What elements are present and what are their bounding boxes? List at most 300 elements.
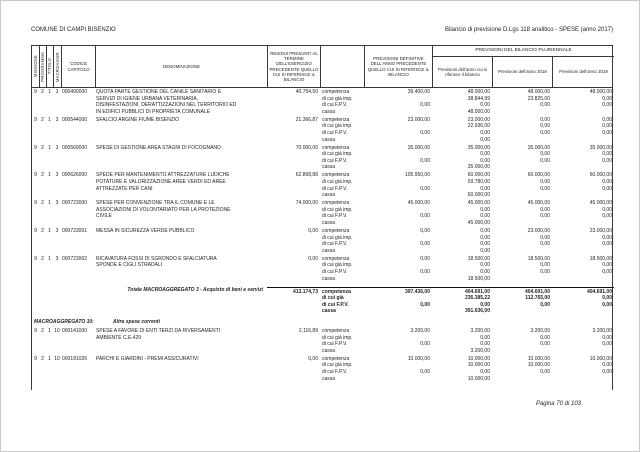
total-anno-di-cui-gia: 236.385,22 (464, 295, 490, 302)
label-cassa: cassa (322, 136, 336, 143)
prevdef-di-cui-gia-imp (364, 235, 430, 242)
a2019-competenza: 0,00 (602, 116, 612, 123)
cell-titolo: 1 (48, 255, 51, 262)
anno-competenza: 60.000,00 (467, 172, 490, 179)
prevdef-di-cui-gia-imp (364, 96, 430, 103)
table-row (32, 171, 612, 199)
anno-cassa: 35.000,00 (467, 164, 490, 171)
a2018-di-cui-fpv: 0,00 (540, 213, 550, 220)
cell-row-labels (320, 172, 364, 199)
a2019-competenza: 45.000,00 (589, 200, 612, 207)
a2018-di-cui-fpv: 0,00 (540, 185, 550, 192)
a2019-competenza: 18.500,00 (589, 255, 612, 262)
label-di-cui-gia-imp: di cui già imp. (322, 178, 353, 185)
a2018-di-cui-gia-imp: 0,00 (540, 123, 550, 130)
table-row (32, 327, 612, 355)
total-a2018-cassa (492, 308, 550, 315)
a2019-di-cui-fpv: 0,00 (602, 129, 612, 136)
label-di-cui-fpv: di cui F.P.V. (322, 213, 348, 220)
label-di-cui-fpv: di cui F.P.V. (322, 241, 348, 248)
cell-anno-2018 (492, 228, 552, 255)
cell-anno-2018 (492, 200, 552, 227)
anno-di-cui-fpv: 0,00 (480, 368, 490, 375)
cell-anno-2018 (492, 89, 552, 116)
label-di-cui-fpv: di cui F.P.V. (322, 368, 348, 375)
anno-di-cui-gia-imp: 0,00 (480, 262, 490, 269)
cell-denominazione: SPESE DI GESTIONE AREA STAGNI DI FOCOGNANO (96, 144, 221, 151)
residui-value: 70.000,00 (295, 144, 318, 151)
cell-missione: 9 (34, 227, 37, 234)
cell-anno-2018 (492, 356, 552, 383)
a2019-di-cui-fpv: 0,00 (602, 157, 612, 164)
anno-competenza: 3.200,00 (470, 327, 490, 334)
cell-macroaggregato: 3 (55, 172, 59, 179)
label-competenza: competenza (322, 327, 350, 334)
cell-anno-bilancio (432, 89, 492, 116)
prevdef-cassa (364, 376, 430, 383)
cell-codice-capitolo: 000191026 (62, 355, 88, 362)
header-previsioni-2019: Previsioni dell'anno 2019 (552, 57, 614, 87)
cell-previsioni-definitive (364, 200, 432, 227)
cell-programma: 2 (41, 172, 44, 179)
header-macroaggregato (53, 46, 61, 87)
a2018-di-cui-gia-imp: 10.000,00 (527, 362, 550, 369)
cell-missione: 9 (34, 355, 37, 362)
residui-value: 62.868,88 (295, 172, 318, 179)
table-row (32, 255, 612, 283)
a2019-di-cui-gia-imp: 0,00 (602, 334, 612, 341)
cell-programma: 2 (41, 327, 44, 334)
total-anno-cassa: 391.636,00 (464, 308, 490, 315)
a2018-cassa (492, 109, 550, 116)
anno-di-cui-gia-imp: 10.000,00 (467, 362, 490, 369)
anno-di-cui-fpv: 0,00 (480, 213, 490, 220)
cell-codice-capitolo: 000723002 (62, 255, 88, 262)
label-di-cui-fpv: di cui F.P.V. (322, 157, 348, 164)
cell-anno-2019 (552, 200, 614, 227)
cell-anno-bilancio (432, 117, 492, 144)
prevdef-di-cui-fpv: 0,00 (420, 157, 430, 164)
a2018-di-cui-gia-imp: 0,00 (540, 178, 550, 185)
total-prevdef-cassa (364, 308, 430, 315)
prevdef-di-cui-gia-imp (364, 262, 430, 269)
anno-di-cui-gia-imp: 0,00 (480, 334, 490, 341)
cell-titolo: 1 (48, 89, 51, 95)
cell-row-labels (320, 228, 364, 255)
header-titolo-label: TITOLO (47, 58, 53, 75)
cell-anno-bilancio (432, 356, 492, 383)
cell-titolo: 1 (48, 144, 51, 151)
cell-titolo: 1 (48, 327, 51, 334)
a2018-di-cui-gia-imp: 0,00 (540, 334, 550, 341)
total-residui (267, 287, 320, 315)
cell-anno-2019 (552, 145, 614, 172)
cell-anno-bilancio (432, 172, 492, 199)
total-a2019-cassa (552, 308, 612, 315)
label-competenza: competenza (322, 116, 350, 123)
header-denominazione: DENOMINAZIONE (95, 46, 267, 87)
residui-value: 40.754,50 (295, 89, 318, 95)
prevdef-cassa (364, 137, 430, 144)
cell-previsioni-definitive (364, 145, 432, 172)
cell-row-labels (320, 200, 364, 227)
cell-denominazione: SPEDE PER MANTENIMENTO ATTREZZATURE LUDICHE POTATURE E VALORIZZAZIONE AREE VERDI ED AREE ATTREZZATE PER CANI (96, 172, 230, 192)
cell-programma: 2 (41, 116, 44, 123)
label-di-cui-gia-imp: di cui già imp. (322, 362, 353, 369)
cell-programma: 2 (41, 144, 44, 151)
cell-macroaggregato: 3 (55, 116, 59, 123)
anno-competenza: 35.000,00 (467, 144, 490, 151)
prevdef-di-cui-gia-imp (364, 151, 430, 158)
a2019-competenza: 35.000,00 (589, 144, 612, 151)
anno-cassa: 10.000,00 (467, 375, 490, 382)
cell-macroaggregato: 10 (54, 327, 60, 334)
label-cassa: cassa (322, 247, 336, 254)
label-competenza: competenza (322, 227, 350, 234)
cell-anno-2018 (492, 145, 552, 172)
a2019-di-cui-fpv: 0,00 (602, 185, 612, 192)
cell-residui (267, 356, 320, 383)
cell-missione: 9 (34, 144, 37, 151)
a2019-cassa (552, 376, 612, 383)
label-competenza: competenza (322, 200, 350, 207)
section-title: Altre spese correnti (113, 318, 160, 325)
total-a2018-di-cui-fpv: 0,00 (540, 301, 550, 308)
table-body (31, 88, 613, 390)
label-competenza: competenza (322, 288, 351, 295)
label-cassa: cassa (322, 275, 336, 282)
anno-di-cui-fpv: 0,00 (480, 157, 490, 164)
a2018-di-cui-fpv: 0,00 (540, 241, 550, 248)
cell-macroaggregato: 3 (55, 227, 59, 234)
cell-programma: 2 (41, 89, 44, 95)
a2018-di-cui-gia-imp: 0,00 (540, 234, 550, 241)
cell-anno-2018 (492, 328, 552, 355)
label-cassa: cassa (322, 308, 336, 315)
a2019-competenza: 48.000,00 (589, 89, 612, 95)
anno-competenza: 23.000,00 (467, 116, 490, 123)
cell-anno-2018 (492, 117, 552, 144)
anno-di-cui-gia-imp: 38.844,99 (467, 95, 490, 102)
label-di-cui-gia-imp: di cui già imp. (322, 262, 353, 269)
total-row-labels (320, 287, 364, 315)
label-di-cui-fpv: di cui F.P.V. (322, 102, 348, 109)
anno-cassa: 48.000,00 (467, 108, 490, 115)
cell-residui (267, 89, 320, 116)
label-di-cui-fpv: di cui F.P.V. (322, 129, 348, 136)
cell-anno-bilancio (432, 200, 492, 227)
budget-table (31, 45, 613, 390)
cell-programma: 2 (41, 255, 44, 262)
cell-programma: 2 (41, 227, 44, 234)
residui-value: 21.366,87 (295, 116, 318, 123)
page-top-bar (31, 27, 613, 34)
cell-residui (267, 228, 320, 255)
cell-anno-2019 (552, 172, 614, 199)
cell-denominazione: MESSA IN SICUREZZA VERDE PUBBLICO (96, 227, 195, 234)
a2018-cassa (492, 137, 550, 144)
cell-codice-capitolo: 000723000 (62, 200, 88, 207)
a2018-di-cui-fpv: 0,00 (540, 268, 550, 275)
header-programma (39, 46, 46, 87)
a2019-competenza: 23.000,00 (589, 227, 612, 234)
cell-previsioni-definitive (364, 89, 432, 116)
prevdef-di-cui-fpv: 0,00 (420, 368, 430, 375)
anno-competenza: 18.500,00 (467, 255, 490, 262)
a2019-di-cui-fpv: 0,00 (602, 268, 612, 275)
label-di-cui-fpv: di cui F.P.V. (322, 268, 348, 275)
prevdef-di-cui-fpv: 0,00 (420, 213, 430, 220)
a2018-di-cui-fpv: 0,00 (540, 102, 550, 109)
cell-row-labels (320, 117, 364, 144)
cell-titolo: 1 (48, 116, 51, 123)
cell-previsioni-definitive (364, 172, 432, 199)
total-residui-value: 413.174,73 (292, 288, 318, 295)
a2018-di-cui-fpv: 0,00 (540, 157, 550, 164)
a2018-cassa (492, 248, 550, 255)
cell-residui (267, 172, 320, 199)
cell-titolo: 1 (48, 355, 51, 362)
prevdef-di-cui-gia-imp (364, 207, 430, 214)
total-prevdef-di-cui-fpv: 0,00 (420, 301, 430, 308)
a2019-di-cui-fpv: 0,00 (602, 341, 612, 348)
header-codice-capitolo: CODICE CAPITOLO (61, 46, 95, 87)
anno-cassa: 3.200,00 (470, 347, 490, 354)
total-label: Totale MACROAGGREGATO 3 - Acquisto di beni e servizi (127, 286, 263, 293)
a2018-di-cui-fpv: 0,00 (540, 129, 550, 136)
prevdef-di-cui-gia-imp (364, 123, 430, 130)
cell-titolo: 1 (48, 227, 51, 234)
header-previsioni-definitive: PREVISIONI DEFINITIVE DELL'ANNO PRECEDENTE QUELLO CUI SI RIFERISCE IL BILANCIO (364, 46, 432, 87)
a2019-di-cui-gia-imp: 0,00 (602, 123, 612, 130)
a2018-competenza: 60.000,00 (527, 172, 550, 179)
a2019-di-cui-fpv: 0,00 (602, 102, 612, 109)
total-a2018-competenza: 404.691,00 (524, 288, 550, 295)
anno-cassa: 60.000,00 (467, 192, 490, 199)
label-cassa: cassa (322, 164, 336, 171)
cell-row-labels (320, 328, 364, 355)
cell-row-labels (320, 356, 364, 383)
a2018-cassa (492, 376, 550, 383)
table-row (32, 227, 612, 255)
a2019-di-cui-fpv: 0,00 (602, 213, 612, 220)
prevdef-competenza: 10.000,00 (407, 355, 430, 362)
header-bilancio-pluriennale: PREVISIONI DEL BILANCIO PLURIENNALE (432, 46, 614, 57)
a2018-competenza: 48.000,00 (527, 89, 550, 95)
cell-codice-capitolo: 000569000 (62, 144, 88, 151)
anno-di-cui-gia-imp: 0,00 (480, 206, 490, 213)
cell-missione: 9 (34, 200, 37, 207)
a2019-di-cui-gia-imp: 0,00 (602, 234, 612, 241)
prevdef-cassa (364, 192, 430, 199)
table-header (31, 45, 613, 88)
table-row (32, 116, 612, 144)
a2018-cassa (492, 276, 550, 283)
municipality-title: COMUNE DI CAMPI BISENZIO (31, 27, 116, 33)
prevdef-competenza: 3.200,00 (410, 327, 430, 334)
a2019-di-cui-gia-imp: 0,00 (602, 151, 612, 158)
a2018-competenza: 23.000,00 (527, 227, 550, 234)
prevdef-competenza: 0,00 (420, 255, 430, 262)
page-number: Pagina 70 di 103 (535, 401, 581, 407)
a2019-di-cui-gia-imp: 0,00 (602, 95, 612, 102)
prevdef-di-cui-fpv: 0,00 (420, 268, 430, 275)
a2018-competenza: 45.000,00 (527, 200, 550, 207)
cell-anno-2018 (492, 172, 552, 199)
cell-anno-2019 (552, 256, 614, 283)
cell-programma: 2 (41, 355, 44, 362)
cell-residui (267, 256, 320, 283)
anno-competenza: 10.000,00 (467, 355, 490, 362)
cell-codice-capitolo: 000723001 (62, 227, 88, 234)
a2019-di-cui-fpv: 0,00 (602, 368, 612, 375)
a2019-cassa (552, 348, 612, 355)
label-di-cui-fpv: di cui F.P.V. (322, 185, 348, 192)
cell-anno-2019 (552, 356, 614, 383)
section-label: MACROAGGREGATO 10: (34, 318, 94, 325)
label-cassa: cassa (322, 375, 336, 382)
prevdef-competenza: 23.000,00 (407, 116, 430, 123)
cell-anno-bilancio (432, 228, 492, 255)
total-previsioni-definitive (364, 287, 432, 315)
anno-di-cui-gia-imp: 0,00 (480, 151, 490, 158)
prevdef-di-cui-gia-imp (364, 335, 430, 342)
label-competenza: competenza (322, 144, 350, 151)
cell-macroaggregato: 10 (54, 355, 60, 362)
label-cassa: cassa (322, 192, 336, 199)
cell-residui (267, 328, 320, 355)
cell-row-labels (320, 89, 364, 116)
a2019-cassa (552, 276, 612, 283)
label-competenza: competenza (322, 355, 350, 362)
cell-anno-bilancio (432, 256, 492, 283)
header-titolo (46, 46, 53, 87)
cell-macroaggregato: 3 (55, 200, 59, 207)
table-row (32, 88, 612, 116)
a2018-competenza: 0,00 (540, 116, 550, 123)
prevdef-di-cui-fpv: 0,00 (420, 241, 430, 248)
a2019-di-cui-gia-imp: 0,00 (602, 206, 612, 213)
a2019-cassa (552, 248, 612, 255)
cell-previsioni-definitive (364, 356, 432, 383)
a2019-di-cui-fpv: 0,00 (602, 241, 612, 248)
a2018-cassa (492, 164, 550, 171)
total-anno-2018 (492, 287, 552, 315)
prevdef-di-cui-gia-imp (364, 362, 430, 369)
anno-di-cui-gia-imp: 0,00 (480, 234, 490, 241)
prevdef-cassa (364, 220, 430, 227)
header-macroaggregato-label: MACROAGGR. (54, 50, 60, 83)
label-di-cui-gia-imp: di cui già imp. (322, 95, 353, 102)
cell-missione: 9 (34, 327, 37, 334)
a2018-di-cui-fpv: 0,00 (540, 368, 550, 375)
prevdef-di-cui-fpv: 0,00 (420, 129, 430, 136)
cell-residui (267, 145, 320, 172)
label-di-cui-gia-imp: di cui già imp. (322, 206, 353, 213)
cell-anno-2019 (552, 328, 614, 355)
cell-previsioni-definitive (364, 228, 432, 255)
total-a2019-di-cui-gia: 0,00 (602, 295, 612, 302)
cell-anno-2019 (552, 228, 614, 255)
label-competenza: competenza (322, 255, 350, 262)
residui-value: 2.116,89 (298, 327, 318, 334)
cell-macroaggregato: 3 (55, 89, 59, 95)
anno-di-cui-gia-imp: 22.936,00 (467, 123, 490, 130)
cell-residui (267, 117, 320, 144)
label-di-cui-gia-imp: di cui già imp. (322, 151, 353, 158)
prevdef-competenza: 39.400,00 (407, 89, 430, 95)
label-competenza: competenza (322, 172, 350, 179)
anno-competenza: 45.000,00 (467, 200, 490, 207)
a2019-di-cui-gia-imp: 0,00 (602, 262, 612, 269)
cell-row-labels (320, 145, 364, 172)
cell-previsioni-definitive (364, 117, 432, 144)
prevdef-cassa (364, 348, 430, 355)
prevdef-cassa (364, 109, 430, 116)
label-cassa: cassa (322, 219, 336, 226)
cell-macroaggregato: 3 (55, 144, 59, 151)
residui-value: 0,00 (308, 255, 318, 262)
anno-competenza: 0,00 (480, 227, 490, 234)
anno-cassa: 45.000,00 (467, 219, 490, 226)
label-di-cui-fpv: di cui F.P.V. (322, 301, 349, 308)
header-programma-label: PROGRAMMA (40, 51, 46, 82)
residui-value: 0,00 (308, 227, 318, 234)
a2019-cassa (552, 164, 612, 171)
cell-codice-capitolo: 000626000 (62, 172, 88, 179)
header-empty-spacer (320, 46, 364, 87)
a2018-competenza: 35.000,00 (527, 144, 550, 151)
report-title: Bilancio di previsione D.Lgs 118 analitico - SPESE (anno 2017) (445, 27, 613, 33)
table-row (32, 199, 612, 227)
a2018-di-cui-gia-imp: 23.825,00 (527, 95, 550, 102)
a2019-cassa (552, 137, 612, 144)
prevdef-competenza: 35.000,00 (407, 144, 430, 151)
a2019-competenza: 10.000,00 (589, 355, 612, 362)
cell-denominazione: SFALCIO ARGINE FIUME BISENZIO (96, 116, 180, 123)
cell-codice-capitolo: 000544000 (62, 116, 88, 123)
a2018-competenza: 3.200,00 (530, 327, 550, 334)
label-cassa: cassa (322, 108, 336, 115)
total-prevdef-di-cui-gia (364, 295, 430, 302)
cell-titolo: 1 (48, 200, 51, 207)
a2019-cassa (552, 192, 612, 199)
total-a2018-di-cui-gia: 112.765,00 (525, 295, 550, 302)
a2018-competenza: 18.500,00 (527, 255, 550, 262)
cell-titolo: 1 (48, 172, 51, 179)
cell-missione: 9 (34, 116, 37, 123)
cell-denominazione: SPESE A FAVORE DI ENTI TERZI DA RIVERSAMENTI AMBIENTE C.E.429 (96, 327, 221, 341)
anno-competenza: 48.000,00 (467, 89, 490, 95)
cell-denominazione: SPESE PER CONVENZIONE TRA IL COMUNE E LE ASSOCIAZIONI DI VOLONTARIATO PER LA PROTEZIONE CIVILE (96, 200, 231, 220)
a2018-di-cui-gia-imp: 0,00 (540, 262, 550, 269)
total-anno-bilancio (432, 287, 492, 315)
cell-missione: 9 (34, 89, 37, 95)
anno-cassa: 0,00 (480, 247, 490, 254)
anno-di-cui-fpv: 0,00 (480, 341, 490, 348)
label-di-cui-fpv: di cui F.P.V. (322, 341, 348, 348)
label-di-cui-gia-imp: di cui già imp. (322, 334, 353, 341)
cell-residui (267, 200, 320, 227)
cell-denominazione: RICAVATURA FOSSI DI SGRONDO E SFALCIATURA SPONDE E CIGLI STRADALI (96, 255, 217, 269)
prevdef-competenza: 0,00 (420, 227, 430, 234)
header-previsioni-anno-bilancio: Previsioni dell'anno cui si riferisce il bilancio (432, 57, 492, 87)
header-previsioni-2018: Previsioni dell'anno 2018 (492, 57, 552, 87)
cell-codice-capitolo: 000490000 (62, 89, 88, 95)
a2018-di-cui-gia-imp: 0,00 (540, 151, 550, 158)
header-missione (32, 46, 39, 87)
label-di-cui-gia: di cui già (322, 295, 344, 302)
